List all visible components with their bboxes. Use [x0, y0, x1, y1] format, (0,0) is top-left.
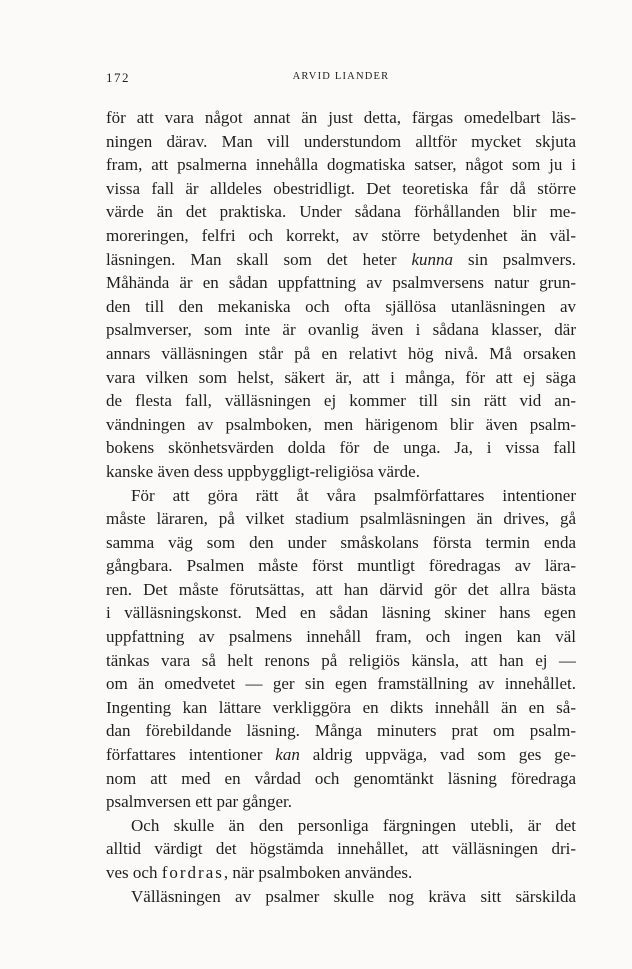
page-header	[106, 70, 576, 90]
text-line: ves och fordras, när psalmboken användes.	[106, 863, 413, 882]
text-line: vändningen av psalmboken, men härigenom blir även psalm-	[106, 414, 576, 434]
text-line: värde än det praktiska. Under sådana förhållanden blir me-	[106, 202, 576, 222]
text-line: om än omedvetet — ger sin egen framställning av innehållet.	[106, 674, 576, 694]
text-line: psalmversen ett par gånger.	[106, 792, 292, 812]
text-line: gångbara. Psalmen måste först muntligt föredragas av lära-	[106, 556, 576, 576]
text-line: läsningen. Man skall som det heter kunna sin psalmvers.	[106, 249, 576, 269]
text-line: kanske även dess uppbyggligt-religiösa värde.	[106, 461, 420, 481]
text-line: uppfattning av psalmens innehåll fram, och ingen kan väl	[106, 627, 576, 647]
text-line: måste läraren, på vilket stadium psalmläsningen än drives, gå	[106, 509, 576, 529]
text-line: ren. Det måste förutsättas, att han därvid gör det allra bästa	[106, 579, 576, 599]
emphasis: kunna	[411, 249, 454, 269]
text-line: den till den mekaniska och ofta själlösa utanläsningen av	[106, 296, 576, 316]
text-line: psalmverser, som inte är ovanlig även i sådana klasser, där	[106, 320, 576, 340]
text-line: moreringen, felfri och korrekt, av större betydenhet än väl-	[106, 225, 576, 245]
text-line: Och skulle än den personliga färgningen utebli, är det	[131, 815, 576, 835]
text-line: Måhända är en sådan uppfattning av psalmversens natur grun-	[106, 273, 576, 293]
text-line: Ingenting kan lättare verkliggöra en dikts innehåll än en så-	[106, 697, 576, 717]
page-number: 172	[106, 70, 130, 85]
text-line: Välläsningen av psalmer skulle nog kräva sitt särskilda	[131, 886, 576, 906]
text-line: författares intentioner kan aldrig uppväga, vad som ges ge-	[106, 745, 576, 765]
text-line: de flesta fall, välläsningen ej kommer till sin rätt vid an-	[106, 391, 576, 411]
text-line: vara vilken som helst, säkert är, att i många, för att ej säga	[106, 367, 576, 387]
text-line: fram, att psalmerna innehålla dogmatiska satser, något som ju i	[106, 155, 576, 175]
text-line: tänkas vara så helt renons på religiös känsla, att han ej —	[106, 650, 576, 670]
text-line: bokens skönhetsvärden dolda för de unga. Ja, i vissa fall	[106, 438, 576, 458]
text-line: annars välläsningen står på en relativt hög nivå. Må orsaken	[106, 343, 576, 363]
text-line: dan förebildande läsning. Många minuters prat om psalm-	[106, 721, 576, 741]
text-line: samma väg som den under småskolans första termin enda	[106, 532, 576, 552]
text-line: ningen därav. Man vill understundom alltför mycket skjuta	[106, 131, 576, 151]
text-line: vissa fall är alldeles obestridligt. Det teoretiska får då större	[106, 178, 576, 198]
text-line: för att vara något annat än just detta, färgas omedelbart läs-	[106, 108, 576, 127]
emphasis: kan	[275, 745, 300, 765]
running-head: ARVID LIANDER	[292, 71, 390, 82]
text-line: i välläsningskonst. Med en sådan läsning skiner hans egen	[106, 603, 576, 623]
body-text	[106, 106, 576, 908]
spaced-emphasis: fordras	[161, 863, 224, 882]
text-line: För att göra rätt åt våra psalmförfattares intentioner	[131, 485, 576, 505]
text-line: alltid värdigt det högstämda innehållet, att välläsningen dri-	[106, 839, 576, 859]
text-line: nom att med en vårdad och genomtänkt läsning föredraga	[106, 768, 576, 788]
